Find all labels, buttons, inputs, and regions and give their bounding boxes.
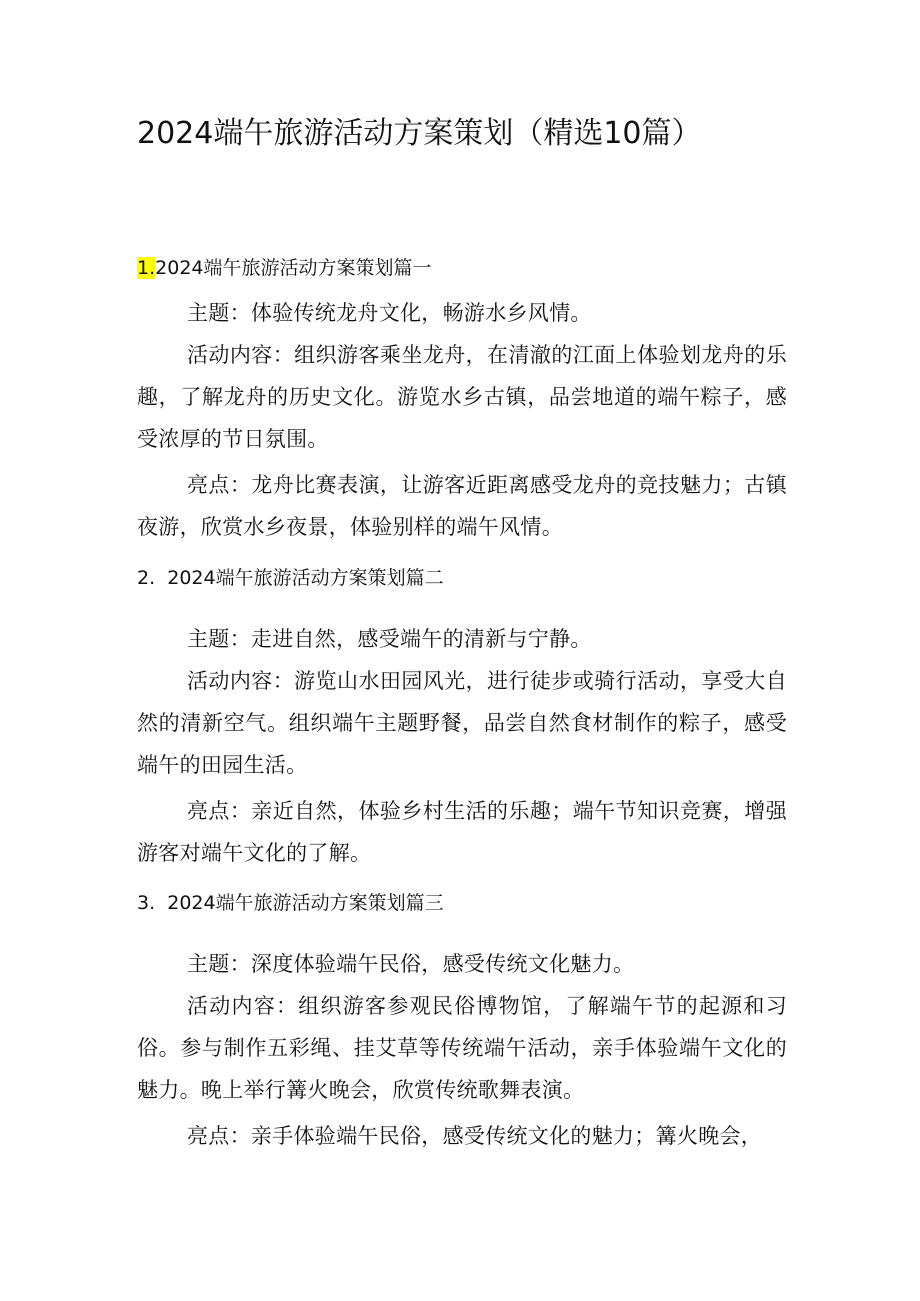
section-3-theme: 主题：深度体验端午民俗，感受传统文化魅力。 (187, 952, 635, 976)
section-3-content: 活动内容：组织游客参观民俗博物馆，了解端午节的起源和习俗。参与制作五彩绳、挂艾草等传统端午活动，亲手体验端午文化的魅力。晚上举行篝火晚会，欣赏传统歌舞表演。 (137, 994, 787, 1102)
section-title-3: 2024端午旅游活动方案策划篇三 (167, 892, 444, 914)
document-title: 2024端午旅游活动方案策划（精选10篇） (137, 116, 702, 151)
section-3-highlights: 亮点：亲手体验端午民俗，感受传统文化的魅力；篝火晚会， (187, 1124, 763, 1148)
section-heading-3 (137, 888, 797, 918)
section-2-content: 活动内容：游览山水田园风光，进行徒步或骑行活动，享受大自然的清新空气。组织端午主题野餐，品尝自然食材制作的粽子，感受端午的田园生活。 (137, 669, 787, 777)
section-1-highlights: 亮点：龙舟比赛表演，让游客近距离感受龙舟的竞技魅力；古镇夜游，欣赏水乡夜景，体验别样的端午风情。 (137, 473, 787, 539)
section-heading-1 (137, 253, 797, 283)
section-1-theme: 主题：体验传统龙舟文化，畅游水乡风情。 (187, 301, 592, 325)
section-heading-2 (137, 563, 797, 593)
section-title-1: 2024端午旅游活动方案策划篇一 (155, 257, 432, 279)
section-number-2: 2. (137, 567, 156, 589)
section-title-2: 2024端午旅游活动方案策划篇二 (167, 567, 444, 589)
section-2-theme: 主题：走进自然，感受端午的清新与宁静。 (187, 627, 592, 651)
section-number-1: 1. (137, 257, 156, 279)
section-1-content: 活动内容：组织游客乘坐龙舟，在清澈的江面上体验划龙舟的乐趣，了解龙舟的历史文化。游览水乡古镇，品尝地道的端午粽子，感受浓厚的节日氛围。 (137, 343, 787, 451)
section-2-highlights: 亮点：亲近自然，体验乡村生活的乐趣；端午节知识竞赛，增强游客对端午文化的了解。 (137, 799, 787, 865)
section-number-3: 3. (137, 892, 156, 914)
